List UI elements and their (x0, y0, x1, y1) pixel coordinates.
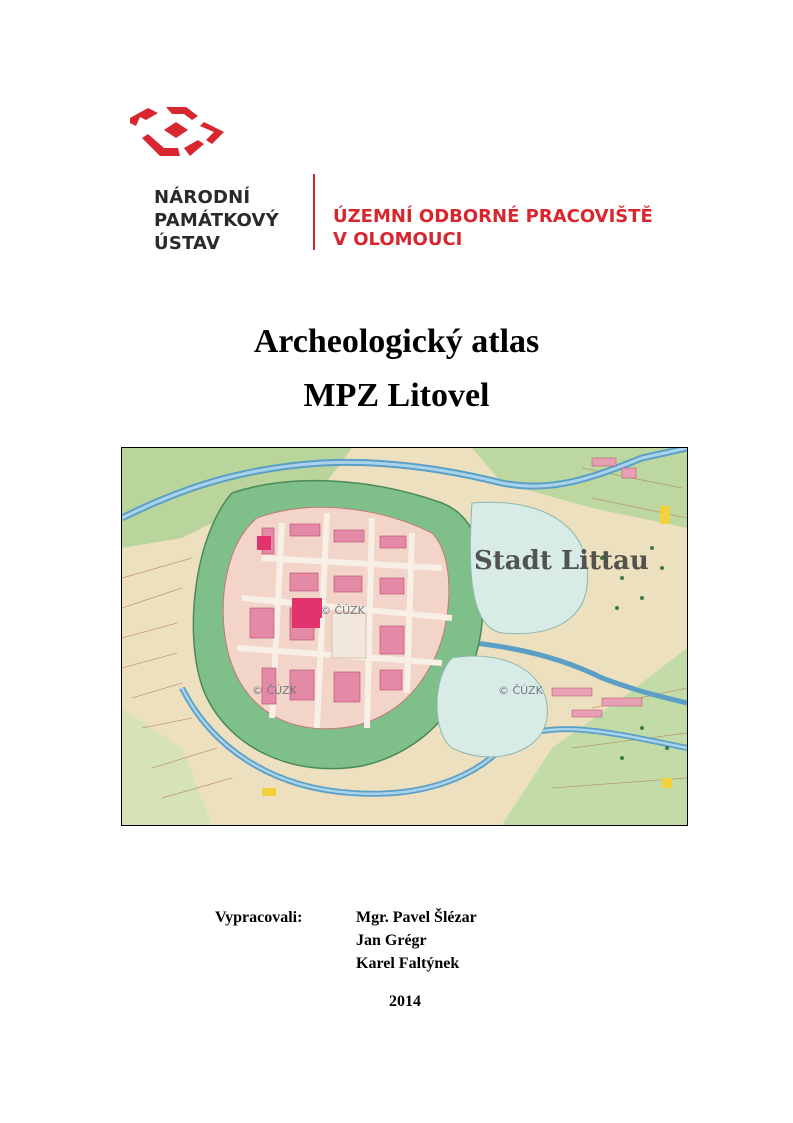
map-caption: Stadt Littau (474, 546, 649, 576)
author-name: Mgr. Pavel Šlézar (356, 909, 477, 926)
logo-divider (313, 174, 315, 250)
historic-map (121, 447, 688, 826)
institution-name-line: NÁRODNÍ (154, 187, 251, 208)
office-name-line: V OLOMOUCI (333, 229, 463, 250)
office-name (333, 205, 653, 251)
author-name: Karel Faltýnek (356, 955, 460, 972)
historic-map-image (122, 448, 687, 825)
publication-year: 2014 (389, 993, 421, 1010)
institution-name-line: PAMÁTKOVÝ (154, 210, 279, 231)
document-title-line-1: Archeologický atlas (253, 323, 540, 360)
map-watermark: © ČÚZK (252, 684, 297, 697)
credits-label: Vypracovali: (215, 909, 303, 926)
author-name: Jan Grégr (356, 932, 427, 949)
npu-logo-mark-icon (128, 104, 232, 174)
map-watermark: © ČÚZK (498, 684, 543, 697)
map-watermark: © ČÚZK (320, 604, 365, 617)
institution-name (154, 186, 279, 255)
institution-name-line: ÚSTAV (154, 233, 221, 254)
credits-authors (356, 906, 477, 975)
office-name-line: ÚZEMNÍ ODBORNÉ PRACOVIŠTĚ (333, 206, 653, 227)
document-title-line-2: MPZ Litovel (303, 377, 490, 414)
